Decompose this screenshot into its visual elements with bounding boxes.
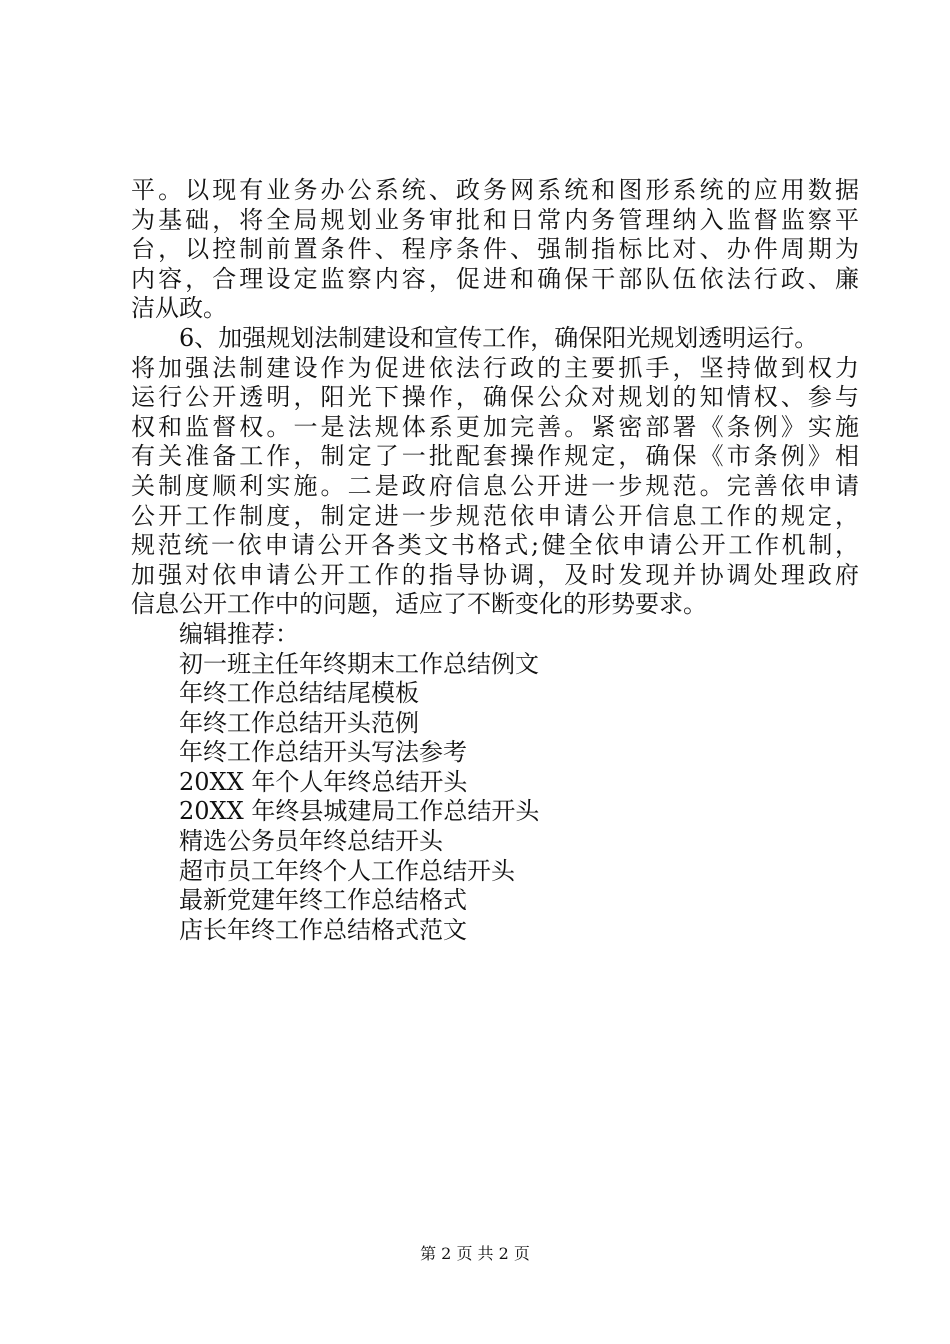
text-line: 信息公开工作中的问题，适应了不断变化的形势要求。	[131, 590, 707, 619]
recommend-link[interactable]: 超市员工年终个人工作总结开头	[179, 856, 515, 885]
text-line: 关制度顺利实施。二是政府信息公开进一步规范。完善依申请	[131, 471, 859, 500]
text-line: 6、加强规划法制建设和宣传工作，确保阳光规划透明运行。	[179, 323, 819, 352]
recommend-heading: 编辑推荐：	[179, 619, 299, 648]
text-line: 内容，合理设定监察内容，促进和确保干部队伍依法行政、廉	[131, 264, 859, 293]
text-line: 洁从政。	[131, 294, 227, 323]
recommend-link[interactable]: 精选公务员年终总结开头	[179, 827, 443, 856]
recommend-section	[131, 620, 859, 946]
text-line: 加强对依申请公开工作的指导协调，及时发现并协调处理政府	[131, 560, 859, 589]
document-body	[131, 176, 859, 945]
page-number-footer: 第 2 页 共 2 页	[420, 1244, 530, 1263]
text-line: 运行公开透明，阳光下操作，确保公众对规划的知情权、参与	[131, 383, 859, 412]
recommend-link[interactable]: 最新党建年终工作总结格式	[179, 886, 467, 915]
recommend-link[interactable]: 20XX 年个人年终总结开头	[179, 767, 468, 796]
recommend-link[interactable]: 年终工作总结开头范例	[179, 708, 419, 737]
text-line: 平。以现有业务办公系统、政务网系统和图形系统的应用数据	[131, 176, 859, 204]
paragraph-1	[131, 176, 859, 324]
text-line: 将加强法制建设作为促进依法行政的主要抓手，坚持做到权力	[131, 353, 859, 382]
text-line: 规范统一依申请公开各类文书格式;健全依申请公开工作机制，	[131, 531, 859, 560]
recommend-link[interactable]: 20XX 年终县城建局工作总结开头	[179, 797, 540, 826]
text-line: 公开工作制度，制定进一步规范依申请公开信息工作的规定，	[131, 501, 859, 530]
paragraph-2	[131, 324, 859, 620]
text-line: 权和监督权。一是法规体系更加完善。紧密部署《条例》实施	[131, 412, 859, 441]
text-line: 有关准备工作，制定了一批配套操作规定，确保《市条例》相	[131, 442, 859, 471]
recommend-link[interactable]: 年终工作总结开头写法参考	[179, 738, 467, 767]
text-line: 为基础，将全局规划业务审批和日常内务管理纳入监督监察平	[131, 205, 859, 234]
recommend-link[interactable]: 店长年终工作总结格式范文	[179, 915, 467, 944]
recommend-link[interactable]: 年终工作总结结尾模板	[179, 679, 419, 708]
recommend-link[interactable]: 初一班主任年终期末工作总结例文	[179, 649, 539, 678]
text-line: 台，以控制前置条件、程序条件、强制指标比对、办件周期为	[131, 235, 859, 264]
